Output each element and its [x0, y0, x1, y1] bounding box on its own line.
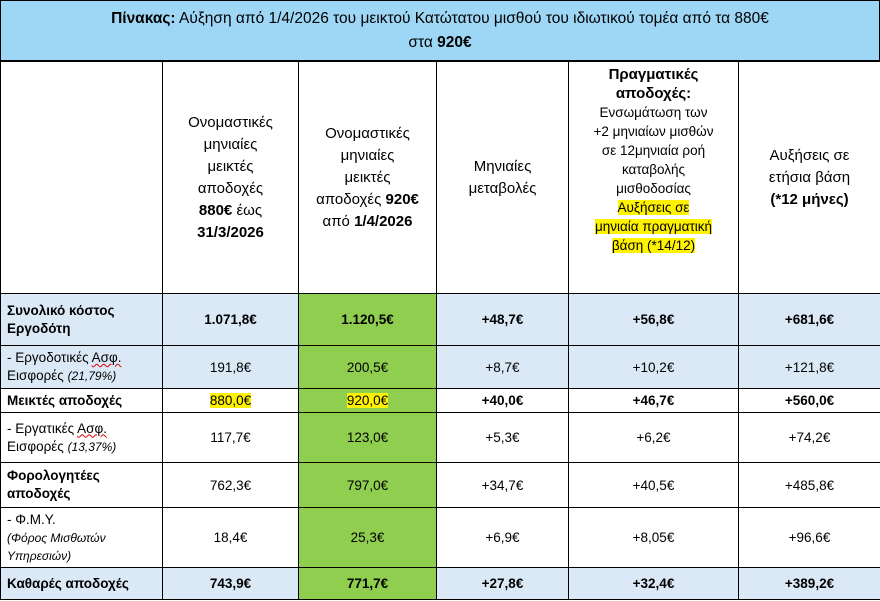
cell-value: 1.120,5€ — [299, 294, 437, 346]
cell-value: 123,0€ — [299, 413, 437, 463]
header-monthly-change: Μηνιαίες μεταβολές — [437, 62, 569, 294]
row-label: Καθαρές αποδοχές — [1, 568, 163, 600]
cell-value: 771,7€ — [299, 568, 437, 600]
cell-value: 880,0€ — [163, 389, 299, 413]
cell-value: 920,0€ — [299, 389, 437, 413]
header-nominal-880: Ονομαστικές μηνιαίες μεικτές αποδοχές 880€ έως 31/3/2026 — [163, 62, 299, 294]
salary-table — [0, 61, 880, 600]
cell-value: 25,3€ — [299, 508, 437, 568]
caption-text: Αύξηση από 1/4/2026 του μεικτού Κατώτατου μισθού του ιδιωτικού τομέα από τα 880€ — [175, 10, 769, 27]
cell-value: +40,5€ — [569, 463, 739, 508]
cell-value: 117,7€ — [163, 413, 299, 463]
cell-value: +56,8€ — [569, 294, 739, 346]
row-label: Φορολογητέες αποδοχές — [1, 463, 163, 508]
cell-value: 1.071,8€ — [163, 294, 299, 346]
cell-value: +74,2€ — [739, 413, 880, 463]
cell-value: +34,7€ — [437, 463, 569, 508]
cell-value: +32,4€ — [569, 568, 739, 600]
cell-value: +5,3€ — [437, 413, 569, 463]
caption-prefix: Πίνακας: — [111, 10, 176, 27]
cell-value: +6,9€ — [437, 508, 569, 568]
cell-value: 18,4€ — [163, 508, 299, 568]
header-nominal-920: Ονομαστικές μηνιαίες μεικτές αποδοχές 920€ από 1/4/2026 — [299, 62, 437, 294]
row-label: - Φ.Μ.Υ. (Φόρος Μισθωτών Υπηρεσιών) — [1, 508, 163, 568]
row-net-earnings — [1, 568, 880, 600]
row-label: Συνολικό κόστος Εργοδότη — [1, 294, 163, 346]
caption-new-wage: 920€ — [437, 34, 472, 51]
cell-value: +10,2€ — [569, 346, 739, 389]
cell-value: +389,2€ — [739, 568, 880, 600]
cell-value: 797,0€ — [299, 463, 437, 508]
header-annual-increase: Αυξήσεις σε ετήσια βάση (*12 μήνες) — [739, 62, 880, 294]
cell-value: +48,7€ — [437, 294, 569, 346]
row-income-tax — [1, 508, 880, 568]
cell-value: 191,8€ — [163, 346, 299, 389]
cell-value: +6,2€ — [569, 413, 739, 463]
header-real-earnings: Πραγματικές αποδοχές: Ενσωμάτωση των +2 μηνιαίων μισθών σε 12μηνιαία ροή καταβολής μισθοδοσίας Αυξήσεις σε μηνιαία πραγματική βάση (*14/12) — [569, 62, 739, 294]
cell-value: 762,3€ — [163, 463, 299, 508]
cell-value: 743,9€ — [163, 568, 299, 600]
row-employee-contributions — [1, 413, 880, 463]
cell-value: +27,8€ — [437, 568, 569, 600]
row-taxable-earnings — [1, 463, 880, 508]
header-row — [1, 62, 880, 294]
highlight-monthly-real: Αυξήσεις σε — [617, 200, 690, 215]
cell-value: +8,05€ — [569, 508, 739, 568]
cell-value: +96,6€ — [739, 508, 880, 568]
cell-value: +485,8€ — [739, 463, 880, 508]
cell-value: +560,0€ — [739, 389, 880, 413]
row-gross-earnings — [1, 389, 880, 413]
row-label: - Εργατικές Ασφ. Εισφορές (13,37%) — [1, 413, 163, 463]
cell-value: +121,8€ — [739, 346, 880, 389]
cell-value: +46,7€ — [569, 389, 739, 413]
cell-value: +681,6€ — [739, 294, 880, 346]
cell-value: +40,0€ — [437, 389, 569, 413]
table-caption — [0, 0, 880, 61]
row-label: Μεικτές αποδοχές — [1, 389, 163, 413]
row-employer-contributions — [1, 346, 880, 389]
row-label: - Εργοδοτικές Ασφ. Εισφορές (21,79%) — [1, 346, 163, 389]
caption-text-line2: στα — [408, 34, 438, 51]
cell-value: +8,7€ — [437, 346, 569, 389]
row-employer-cost — [1, 294, 880, 346]
header-empty — [1, 62, 163, 294]
cell-value: 200,5€ — [299, 346, 437, 389]
